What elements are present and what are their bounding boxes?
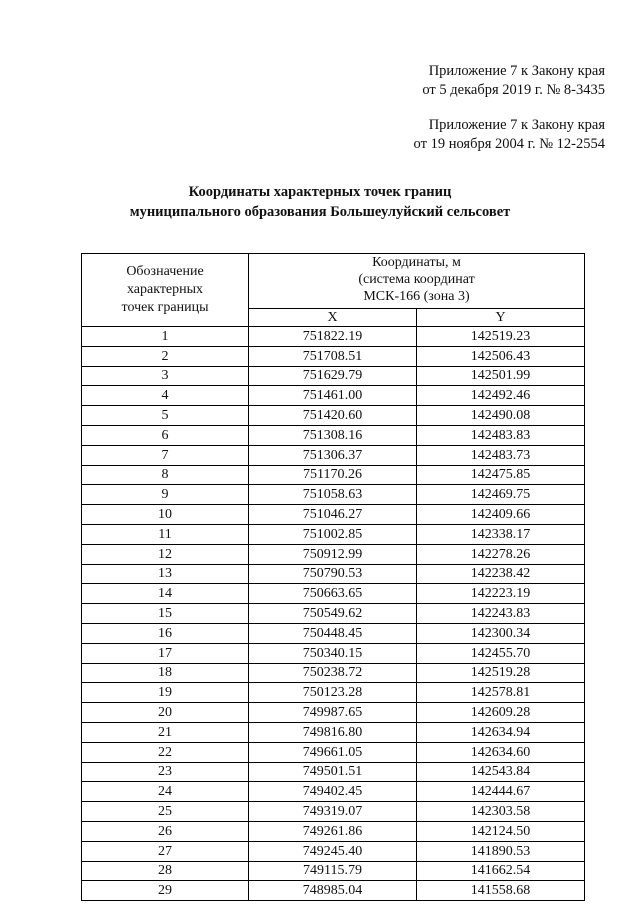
header-point-line: Обозначение [126,264,204,279]
point-number-cell: 16 [82,623,249,643]
x-coordinate-cell: 751170.26 [249,465,417,485]
y-coordinate-cell: 142483.73 [417,445,585,465]
y-coordinate-cell: 141558.68 [417,881,585,901]
point-number-cell: 12 [82,544,249,564]
y-coordinate-cell: 142444.67 [417,782,585,802]
point-number-cell: 8 [82,465,249,485]
x-coordinate-cell: 749816.80 [249,722,417,742]
y-coordinate-cell: 142634.94 [417,722,585,742]
y-coordinate-cell: 142124.50 [417,821,585,841]
table-row [82,604,585,624]
x-coordinate-cell: 749245.40 [249,841,417,861]
x-coordinate-cell: 750123.28 [249,683,417,703]
point-number-cell: 15 [82,604,249,624]
y-coordinate-cell: 142455.70 [417,643,585,663]
point-number-cell: 21 [82,722,249,742]
point-number-cell: 5 [82,406,249,426]
point-number-cell: 20 [82,703,249,723]
y-coordinate-cell: 141662.54 [417,861,585,881]
x-coordinate-cell: 751002.85 [249,524,417,544]
x-coordinate-cell: 751822.19 [249,327,417,347]
point-number-cell: 18 [82,663,249,683]
table-row [82,683,585,703]
table-row [82,643,585,663]
y-coordinate-cell: 142634.60 [417,742,585,762]
point-number-cell: 17 [82,643,249,663]
x-coordinate-cell: 751058.63 [249,485,417,505]
y-coordinate-cell: 142300.34 [417,623,585,643]
x-coordinate-cell: 751308.16 [249,425,417,445]
annex-reference-current [422,62,605,100]
annex-current-line1: Приложение 7 к Закону края [428,63,605,79]
header-point-line: точек границы [121,300,209,315]
table-row [82,663,585,683]
point-number-cell: 7 [82,445,249,465]
y-coordinate-cell: 142519.28 [417,663,585,683]
table-row [82,821,585,841]
table-row [82,722,585,742]
point-number-cell: 1 [82,327,249,347]
y-coordinate-cell: 142501.99 [417,366,585,386]
point-number-cell: 29 [82,881,249,901]
y-coordinate-cell: 141890.53 [417,841,585,861]
y-coordinate-cell: 142519.23 [417,327,585,347]
table-row [82,386,585,406]
table-row [82,445,585,465]
y-coordinate-cell: 142483.83 [417,425,585,445]
document-title [0,182,640,222]
table-row [82,465,585,485]
x-coordinate-cell: 749501.51 [249,762,417,782]
table-row [82,703,585,723]
table-row [82,841,585,861]
x-coordinate-cell: 750912.99 [249,544,417,564]
annex-current-line2: от 5 декабря 2019 г. № 8-3435 [422,82,605,98]
x-coordinate-cell: 751420.60 [249,406,417,426]
table-row [82,584,585,604]
annex-reference-original [414,116,605,154]
point-number-cell: 19 [82,683,249,703]
table-body [82,327,585,901]
table-row [82,861,585,881]
x-coordinate-cell: 749115.79 [249,861,417,881]
x-coordinate-cell: 751629.79 [249,366,417,386]
table-row [82,782,585,802]
point-number-cell: 22 [82,742,249,762]
table-row [82,346,585,366]
x-coordinate-cell: 749261.86 [249,821,417,841]
x-coordinate-cell: 750238.72 [249,663,417,683]
annex-original-line2: от 19 ноября 2004 г. № 12-2554 [413,136,605,152]
coordinates-table [81,253,585,901]
point-number-cell: 14 [82,584,249,604]
x-coordinate-cell: 750340.15 [249,643,417,663]
point-number-cell: 26 [82,821,249,841]
y-coordinate-cell: 142609.28 [417,703,585,723]
x-coordinate-cell: 751461.00 [249,386,417,406]
point-number-cell: 9 [82,485,249,505]
table-row [82,485,585,505]
point-number-cell: 23 [82,762,249,782]
table-row [82,425,585,445]
y-coordinate-cell: 142543.84 [417,762,585,782]
table-row [82,623,585,643]
header-coords-line: Координаты, м [372,255,461,270]
x-coordinate-cell: 748985.04 [249,881,417,901]
table-row [82,762,585,782]
table-row [82,366,585,386]
table-row [82,524,585,544]
annex-original-line1: Приложение 7 к Закону края [428,117,605,133]
point-number-cell: 11 [82,524,249,544]
table-row [82,881,585,901]
y-coordinate-cell: 142223.19 [417,584,585,604]
point-number-cell: 25 [82,802,249,822]
table-row [82,564,585,584]
point-number-cell: 6 [82,425,249,445]
point-number-cell: 4 [82,386,249,406]
header-x: X [249,309,417,327]
header-coords-line: МСК-166 (зона 3) [363,289,470,304]
y-coordinate-cell: 142490.08 [417,406,585,426]
y-coordinate-cell: 142338.17 [417,524,585,544]
y-coordinate-cell: 142238.42 [417,564,585,584]
table-row [82,406,585,426]
point-number-cell: 13 [82,564,249,584]
y-coordinate-cell: 142469.75 [417,485,585,505]
point-number-cell: 28 [82,861,249,881]
x-coordinate-cell: 751306.37 [249,445,417,465]
point-number-cell: 2 [82,346,249,366]
x-coordinate-cell: 749661.05 [249,742,417,762]
y-coordinate-cell: 142578.81 [417,683,585,703]
x-coordinate-cell: 749987.65 [249,703,417,723]
y-coordinate-cell: 142243.83 [417,604,585,624]
header-y: Y [417,309,585,327]
point-number-cell: 3 [82,366,249,386]
header-coordinates [249,254,585,309]
y-coordinate-cell: 142303.58 [417,802,585,822]
title-line1: Координаты характерных точек границ [188,184,452,200]
y-coordinate-cell: 142492.46 [417,386,585,406]
table-row [82,505,585,525]
x-coordinate-cell: 750448.45 [249,623,417,643]
header-point-designation [82,254,249,327]
x-coordinate-cell: 750663.65 [249,584,417,604]
x-coordinate-cell: 750549.62 [249,604,417,624]
y-coordinate-cell: 142475.85 [417,465,585,485]
point-number-cell: 10 [82,505,249,525]
point-number-cell: 24 [82,782,249,802]
point-number-cell: 27 [82,841,249,861]
table-row [82,802,585,822]
y-coordinate-cell: 142506.43 [417,346,585,366]
x-coordinate-cell: 751046.27 [249,505,417,525]
y-coordinate-cell: 142278.26 [417,544,585,564]
table-row [82,544,585,564]
header-coords-line: (система координат [358,272,475,287]
header-point-line: характерных [126,282,204,297]
x-coordinate-cell: 749319.07 [249,802,417,822]
y-coordinate-cell: 142409.66 [417,505,585,525]
x-coordinate-cell: 751708.51 [249,346,417,366]
x-coordinate-cell: 749402.45 [249,782,417,802]
title-line2: муниципального образования Большеулуйский сельсовет [129,204,511,220]
table-row [82,327,585,347]
x-coordinate-cell: 750790.53 [249,564,417,584]
table-row [82,742,585,762]
